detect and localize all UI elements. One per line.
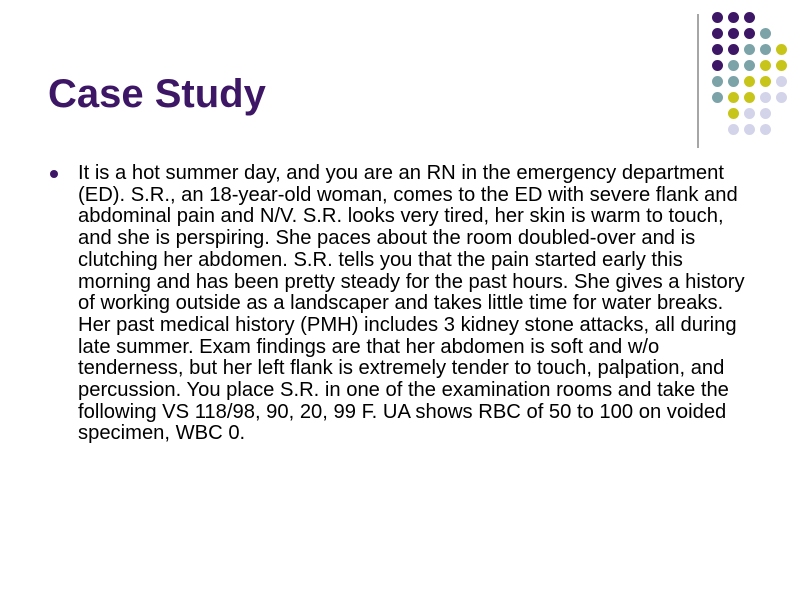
decorative-dot bbox=[760, 44, 771, 55]
decorative-dot bbox=[776, 92, 787, 103]
decorative-dot bbox=[728, 60, 739, 71]
decorative-dot bbox=[728, 108, 739, 119]
decorative-dot bbox=[760, 92, 771, 103]
decorative-dot bbox=[744, 12, 755, 23]
decorative-dot bbox=[760, 76, 771, 87]
decorative-dot bbox=[728, 124, 739, 135]
decorative-dot bbox=[776, 44, 787, 55]
decorative-dot bbox=[712, 92, 723, 103]
decorative-dot bbox=[712, 28, 723, 39]
bullet-item bbox=[48, 163, 760, 445]
decorative-dot bbox=[744, 76, 755, 87]
decorative-dot bbox=[712, 44, 723, 55]
decorative-dot bbox=[744, 28, 755, 39]
decorative-divider-line bbox=[697, 14, 699, 148]
decorative-dot bbox=[712, 76, 723, 87]
decorative-dot bbox=[728, 76, 739, 87]
decorative-dot bbox=[712, 12, 723, 23]
decorative-dot bbox=[728, 92, 739, 103]
decorative-dot bbox=[744, 44, 755, 55]
decorative-dot bbox=[776, 76, 787, 87]
decorative-dot bbox=[728, 28, 739, 39]
bullet-icon bbox=[50, 170, 58, 178]
decorative-dot bbox=[728, 44, 739, 55]
decorative-dot bbox=[760, 124, 771, 135]
decorative-dot bbox=[728, 12, 739, 23]
slide-title: Case Study bbox=[48, 72, 266, 116]
decorative-dot bbox=[712, 60, 723, 71]
decorative-dot bbox=[760, 108, 771, 119]
decorative-dot bbox=[744, 108, 755, 119]
decorative-dot bbox=[760, 28, 771, 39]
bullet-list bbox=[48, 163, 760, 445]
decorative-dot bbox=[744, 124, 755, 135]
decorative-dot bbox=[744, 92, 755, 103]
decorative-dot bbox=[744, 60, 755, 71]
decorative-dot bbox=[776, 60, 787, 71]
case-study-text: It is a hot summer day, and you are an RN in the emergency department (ED). S.R., an 18-year-old woman, comes to the ED with severe flank and abdominal pain and N/V. S.R. looks very tired, her skin is warm to touch, and she is perspiring. She paces about the room doubled-over and is clutching her abdomen. S.R. tells you that the pain started early this morning and has been pretty steady for the past hours. She gives a history of working outside as a landscaper and takes little time for water breaks. Her past medical history (PMH) includes 3 kidney stone attacks, all during late summer. Exam findings are that her abdomen is soft and w/o tenderness, but her left flank is extremely tender to touch, palpation, and percussion. You place S.R. in one of the examination rooms and take the following VS 118/98, 90, 20, 99 F. UA shows RBC of 50 to 100 on voided specimen, WBC 0. bbox=[78, 162, 745, 445]
decorative-dot bbox=[760, 60, 771, 71]
